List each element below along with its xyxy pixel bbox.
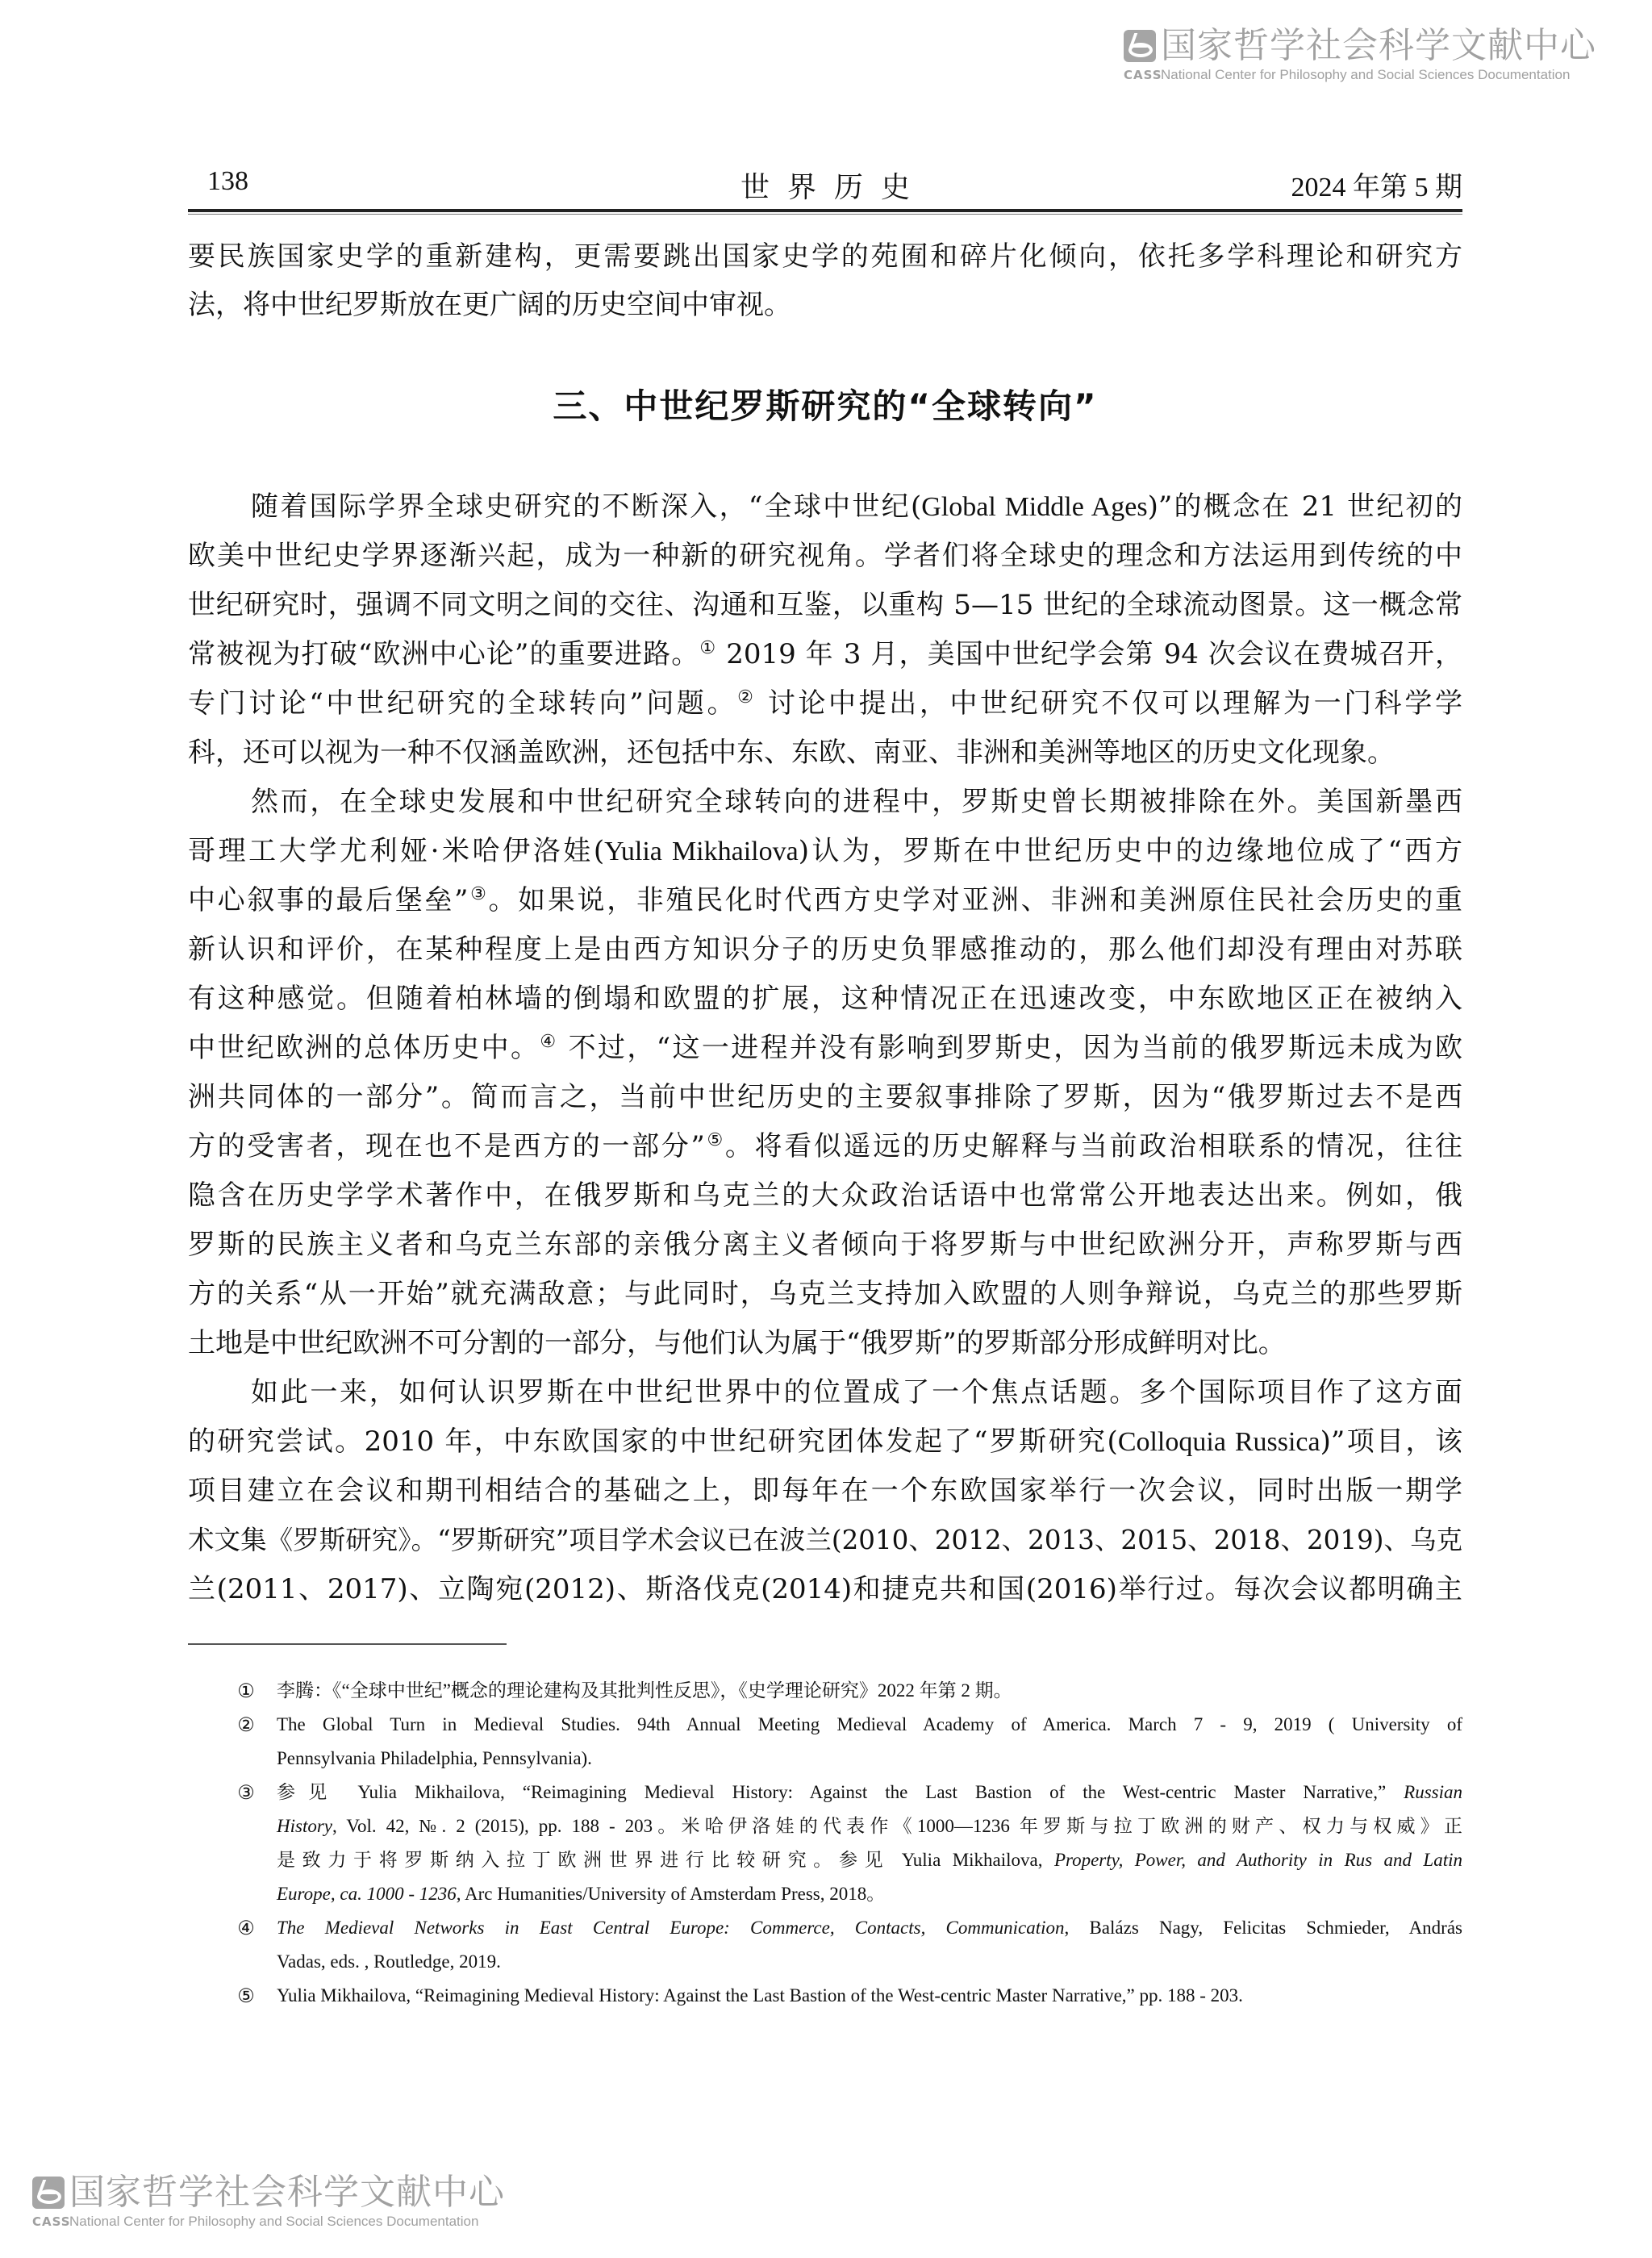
footnote-3-line: 是致力于将罗斯纳入拉丁欧洲世界进行比较研究。参见 Yulia Mikhailova, Property, Power, and Authority in Rus and Latin [277, 1850, 1463, 1870]
body-line: 项目建立在会议和期刊相结合的基础之上，即每年在一个东欧国家举行一次会议，同时出版一期学 [188, 1475, 1462, 1507]
body-line: 新认识和评价，在某种程度上是由西方知识分子的历史负罪感推动的，那么他们却没有理由对苏联 [188, 933, 1462, 966]
watermark-en: National Center for Philosophy and Social Sciences Documentation [1161, 67, 1571, 82]
body-line: 如此一来，如何认识罗斯在中世纪世界中的位置成了一个焦点话题。多个国际项目作了这方面 [251, 1376, 1462, 1409]
footnote-ref-3[interactable]: ③ [468, 884, 489, 904]
body-line: 要民族国家史学的重新建构，更需要跳出国家史学的苑囿和碎片化倾向，依托多学科理论和研究方 [188, 240, 1462, 273]
watermark-en: National Center for Philosophy and Social Sciences Documentation [69, 2214, 479, 2229]
journal-name: 世界历史 [740, 171, 928, 204]
header-rule-thin [188, 214, 1462, 215]
watermark-cn: 国家哲学社会科学文献中心 [1161, 25, 1596, 66]
body-line: 哥理工大学尤利娅·米哈伊洛娃(Yulia Mikhailova)认为，罗斯在中世纪历史中的边缘地位成了“西方 [188, 835, 1462, 867]
footnote-ref-5[interactable]: ⑤ [704, 1130, 725, 1150]
body-line: 中世纪欧洲的总体历史中。④ 不过，“这一进程并没有影响到罗斯史，因为当前的俄罗斯远未成为欧 [188, 1032, 1462, 1064]
running-header [188, 161, 1462, 203]
body-line: 隐含在历史学学术著作中，在俄罗斯和乌克兰的大众政治话语中也常常公开地表达出来。例如，俄 [188, 1179, 1462, 1212]
page-number: 138 [207, 166, 248, 196]
footnote-marker-5: ⑤ [237, 1985, 255, 2007]
body-line: 然而，在全球史发展和中世纪研究全球转向的进程中，罗斯史曾长期被排除在外。美国新墨西 [251, 786, 1462, 818]
footnote-marker-2: ② [237, 1713, 255, 1736]
cass-logo-icon [1124, 30, 1156, 62]
footnote-ref-1[interactable]: ① [699, 638, 717, 658]
footnote-3-line: History, Vol. 42, №. 2 (2015), pp. 188 - 203。米哈伊洛娃的代表作《1000—1236 年罗斯与拉丁欧洲的财产、权力与权威》正 [277, 1816, 1462, 1836]
watermark-cass: CASS [1124, 68, 1162, 82]
footnote-2-line: The Global Turn in Medieval Studies. 94th Annual Meeting Medieval Academy of America. March 7 - 9, 2019 ( University of [277, 1714, 1462, 1734]
cass-watermark-logo-top [1124, 27, 1596, 83]
body-line: 法，将中世纪罗斯放在更广阔的历史空间中审视。 [188, 289, 791, 321]
footnote-ref-2[interactable]: ② [737, 687, 757, 707]
body-line: 罗斯的民族主义者和乌克兰东部的亲俄分离主义者倾向于将罗斯与中世纪欧洲分开，声称罗斯与西 [188, 1229, 1462, 1261]
footnote-marker-1: ① [237, 1680, 255, 1702]
issue-label: 2024 年第 5 期 [1291, 173, 1462, 202]
footnote-marker-3: ③ [237, 1781, 255, 1804]
footnote-3-line: Europe, ca. 1000 - 1236, Arc Humanities/University of Amsterdam Press, 2018。 [277, 1884, 886, 1904]
cass-logo-icon [32, 2177, 65, 2209]
body-line: 方的受害者，现在也不是西方的一部分”⑤。将看似遥远的历史解释与当前政治相联系的情况，往往 [188, 1130, 1462, 1162]
body-line: 世纪研究时，强调不同文明之间的交往、沟通和互鉴，以重构 5—15 世纪的全球流动图景。这一概念常 [188, 589, 1462, 621]
body-line: 专门讨论“中世纪研究的全球转向”问题。② 讨论中提出，中世纪研究不仅可以理解为一门科学学 [188, 687, 1462, 720]
body-line: 有这种感觉。但随着柏林墙的倒塌和欧盟的扩展，这种情况正在迅速改变，中东欧地区正在被纳入 [188, 983, 1462, 1015]
watermark-cn: 国家哲学社会科学文献中心 [69, 2172, 505, 2213]
footnote-separator [188, 1643, 507, 1645]
footnote-3-line: 参见 Yulia Mikhailova, “Reimagining Medieval History: Against the Last Bastion of the West-centric Master Narrative,” Russian [277, 1782, 1462, 1802]
body-line: 欧美中世纪史学界逐渐兴起，成为一种新的研究视角。学者们将全球史的理念和方法运用到传统的中 [188, 540, 1462, 572]
body-line: 随着国际学界全球史研究的不断深入，“全球中世纪(Global Middle Ages)”的概念在 21 世纪初的 [251, 490, 1462, 523]
body-line: 方的关系“从一开始”就充满敌意；与此同时，乌克兰支持加入欧盟的人则争辩说，乌克兰的那些罗斯 [188, 1278, 1462, 1310]
footnote-marker-4: ④ [237, 1917, 255, 1939]
body-line: 土地是中世纪欧洲不可分割的一部分，与他们认为属于“俄罗斯”的罗斯部分形成鲜明对比。 [188, 1327, 1286, 1359]
body-line: 洲共同体的一部分”。简而言之，当前中世纪历史的主要叙事排除了罗斯，因为“俄罗斯过去不是西 [188, 1081, 1462, 1113]
footnote-4-line: Vadas, eds. , Routledge, 2019. [277, 1951, 501, 1972]
body-line: 术文集《罗斯研究》。“罗斯研究”项目学术会议已在波兰(2010、2012、2013、2015、2018、2019)、乌克 [188, 1525, 1462, 1555]
body-line: 常被视为打破“欧洲中心论”的重要进路。① 2019 年 3 月，美国中世纪学会第 94 次会议在费城召开， [188, 638, 1462, 670]
footnote-4-line: The Medieval Networks in East Central Europe: Commerce, Contacts, Communication, Balázs Nagy, Felicitas Schmieder, András [277, 1918, 1462, 1938]
body-line: 的研究尝试。2010 年，中东欧国家的中世纪研究团体发起了“罗斯研究(Colloquia Russica)”项目，该 [188, 1425, 1462, 1458]
footnote-2-line: Pennsylvania Philadelphia, Pennsylvania). [277, 1748, 592, 1768]
body-line: 中心叙事的最后堡垒”③。如果说，非殖民化时代西方史学对亚洲、非洲和美洲原住民社会历史的重 [188, 884, 1463, 916]
body-line: 科，还可以视为一种不仅涵盖欧洲，还包括中东、东欧、南亚、非洲和美洲等地区的历史文化现象。 [188, 737, 1395, 769]
footnote-5-line: Yulia Mikhailova, “Reimagining Medieval History: Against the Last Bastion of the West-centric Master Narrative,” pp. 188 - 203. [277, 1985, 1243, 2005]
header-rule [188, 209, 1462, 212]
footnote-ref-4[interactable]: ④ [540, 1032, 558, 1052]
footnote-1-line: 李腾：《“全球中世纪”概念的理论建构及其批判性反思》，《史学理论研究》2022 年第 2 期。 [277, 1680, 1012, 1701]
section-title: 三、中世纪罗斯研究的“全球转向” [553, 386, 1098, 426]
watermark-cass: CASS [32, 2214, 71, 2229]
cass-watermark-logo-bottom [32, 2173, 505, 2230]
body-line: 兰(2011、2017)、立陶宛(2012)、斯洛伐克(2014)和捷克共和国(2016)举行过。每次会议都明确主 [188, 1573, 1462, 1605]
